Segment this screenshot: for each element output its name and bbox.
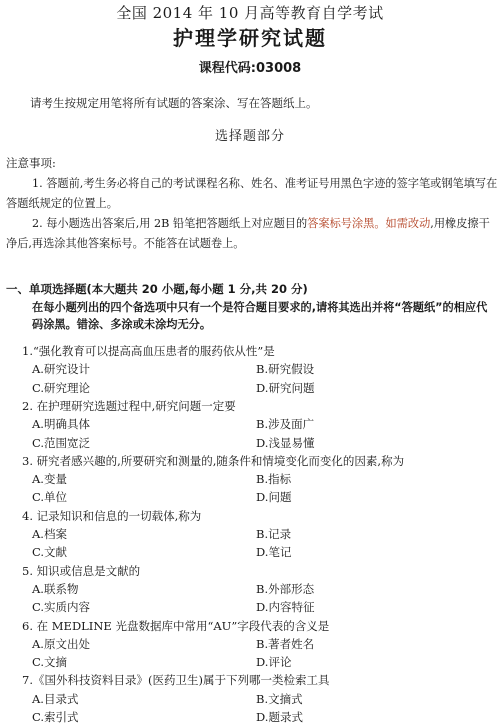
option-c: C.文献 — [32, 545, 68, 560]
section-title: 选择题部分 — [214, 129, 285, 144]
option-d: D.浅显易懂 — [256, 435, 315, 450]
course-code: 课程代码:03008 — [198, 61, 302, 76]
option-c: C.索引式 — [32, 710, 79, 724]
option-a: A.研究设计 — [32, 362, 90, 377]
notice-item-2-highlight: 答案标号涂黑。如需改动 — [307, 217, 431, 230]
part-description: 在每小题列出的四个备选项中只有一个是符合题目要求的,请将其选出并将“答题纸”的相应代码涂黑。错涂、多涂或未涂均无分。 — [32, 301, 488, 331]
option-a: A.档案 — [32, 527, 67, 541]
option-a: A.原文出处 — [32, 636, 90, 651]
option-c: C.范围宽泛 — [32, 435, 91, 450]
subject-title: 护理学研究试题 — [173, 26, 327, 50]
question-stem: 7.《国外科技资料目录》(医药卫生)属于下列哪一类检索工具 — [22, 673, 330, 688]
option-d: D.笔记 — [256, 545, 292, 560]
part-title: 一、单项选择题(本大题共 20 小题,每小题 1 分,共 20 分) — [6, 282, 308, 296]
option-a: A.变量 — [32, 472, 67, 487]
option-c: C.文摘 — [32, 655, 68, 670]
option-b: B.涉及面广 — [256, 417, 315, 432]
option-d: D.题录式 — [256, 710, 303, 724]
option-c: C.实质内容 — [32, 600, 91, 615]
notice-item-2 — [6, 214, 498, 254]
question-stem: 4. 记录知识和信息的一切载体,称为 — [22, 508, 202, 523]
question-stem: 6. 在 MEDLINE 光盘数据库中常用“AU”字段代表的含义是 — [22, 618, 330, 633]
option-d: D.内容特征 — [256, 600, 315, 615]
answer-instruction: 请考生按规定用笔将所有试题的答案涂、写在答题纸上。 — [30, 96, 318, 110]
question-stem: 5. 知识或信息是文献的 — [22, 563, 141, 578]
question-stem: 1.“强化教育可以提高高血压患者的服药依从性”是 — [22, 344, 275, 358]
notice-item-1: 1. 答题前,考生务必将自己的考试课程名称、姓名、准考证号用黑色字迹的签字笔或钢笔填写在答题纸规定的位置上。 — [6, 177, 498, 210]
option-d: D.问题 — [256, 490, 292, 505]
option-a: A.目录式 — [32, 691, 79, 706]
option-a: A.联系物 — [32, 581, 79, 596]
option-b: B.记录 — [256, 527, 292, 541]
notice-item-2-text-a: 2. 每小题选出答案后,用 2B 铅笔把答题纸上对应题目的 — [32, 217, 308, 230]
option-b: B.著者姓名 — [256, 636, 315, 651]
notice-title: 注意事项: — [6, 156, 56, 170]
question-stem: 2. 在护理研究选题过程中,研究问题一定要 — [22, 398, 236, 413]
option-b: B.指标 — [256, 472, 292, 487]
exam-header: 全国 2014 年 10 月高等教育自学考试 — [116, 4, 384, 22]
option-d: D.研究问题 — [256, 380, 315, 395]
notice-item-2-text-b: ,用橡皮擦干净后,再选涂其他答案标号。不能答在试题卷上。 — [6, 217, 490, 250]
question-stem: 3. 研究者感兴趣的,所要研究和测量的,随条件和情境变化而变化的因素,称为 — [22, 453, 405, 468]
option-d: D.评论 — [256, 655, 292, 670]
option-c: C.研究理论 — [32, 380, 91, 395]
option-b: B.研究假设 — [256, 362, 315, 377]
option-b: B.外部形态 — [256, 581, 315, 596]
option-b: B.文摘式 — [256, 691, 303, 706]
option-c: C.单位 — [32, 490, 68, 505]
option-a: A.明确具体 — [32, 417, 90, 432]
